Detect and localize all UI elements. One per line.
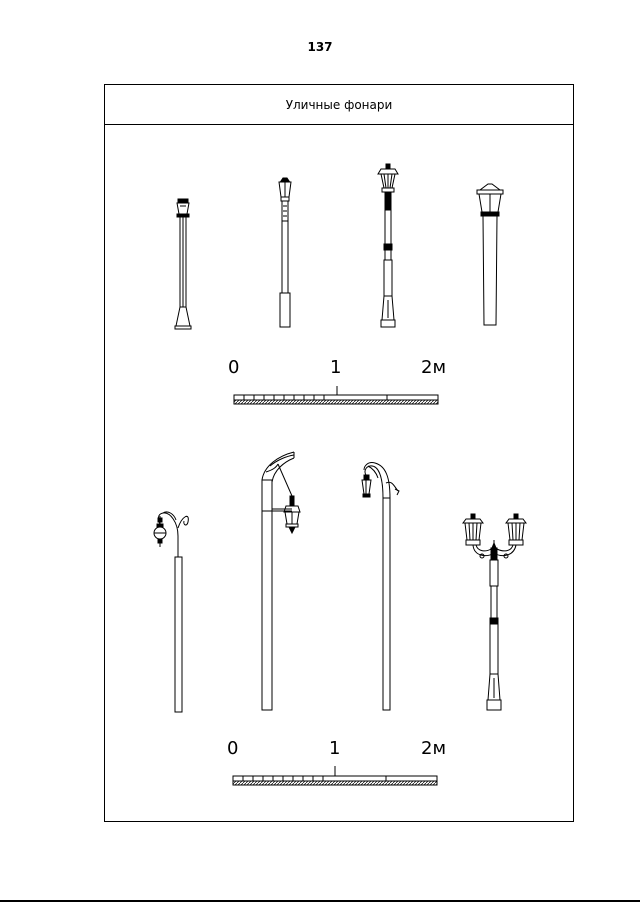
street-lamp-6 [262, 452, 300, 710]
page-edge-line [0, 900, 640, 902]
street-lamp-3 [378, 164, 398, 327]
street-lamp-7 [362, 463, 399, 710]
scale-bottom-label-0: 0 [227, 738, 239, 759]
figure-title: Уличные фонари [105, 85, 573, 125]
scale-top-label-2: 2м [421, 357, 447, 378]
street-lamp-1 [175, 199, 191, 329]
scale-top-label-0: 0 [228, 357, 240, 378]
street-lamp-2 [279, 178, 291, 327]
scale-bottom-label-2: 2м [421, 738, 447, 759]
scale-bar-bottom [233, 766, 437, 785]
scale-bottom-label-1: 1 [329, 738, 341, 759]
street-lamp-4 [477, 184, 503, 325]
street-lamp-5 [154, 512, 188, 712]
street-lamp-8 [463, 514, 526, 710]
scale-top-label-1: 1 [330, 357, 342, 378]
scale-bar-top [234, 386, 438, 404]
page-number: 137 [307, 40, 333, 54]
